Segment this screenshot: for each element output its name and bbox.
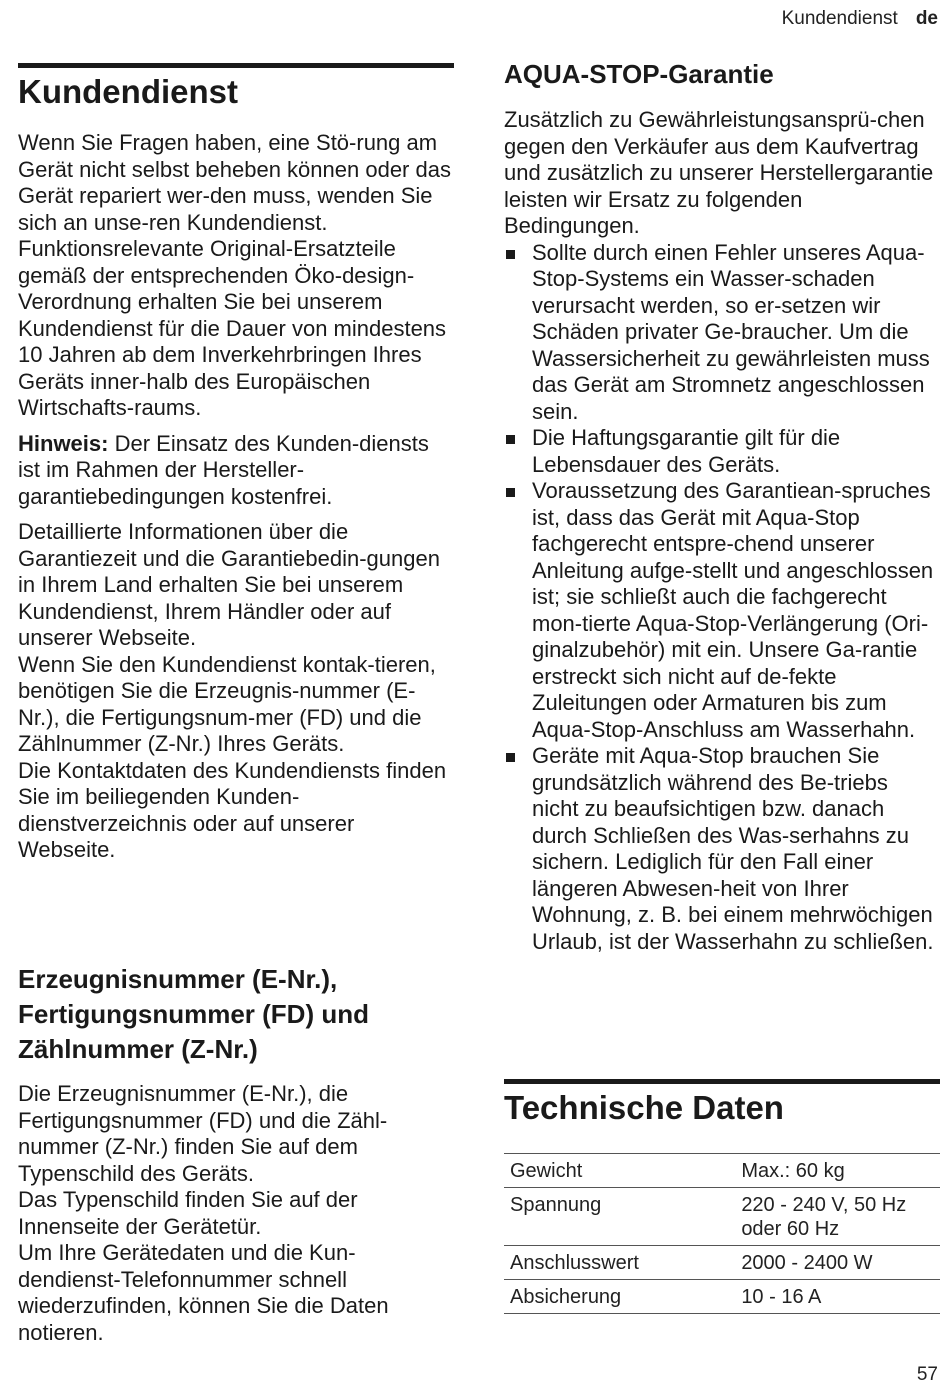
spec-value: 2000 - 2400 W: [741, 1252, 873, 1274]
kundendienst-body: [18, 130, 454, 864]
technische-daten-heading: Technische Daten: [504, 1079, 940, 1128]
page-number: 57: [916, 1364, 938, 1385]
note-label: Hinweis:: [18, 430, 109, 456]
table-row: [504, 1188, 940, 1246]
list-item: Geräte mit Aqua-Stop brauchen Sie grundsätzlich während des Be-triebs nicht zu beaufsichtigen bzw. danach durch Schließen des Was-serhahns zu sichern. Lediglich für den Fall einer längeren Abwesen-heit von Ihrer Wohnung, z. B. bei einem mehrwöchigen Urlaub, ist der Wasserhahn zu schließen.: [504, 743, 940, 955]
erzeugnis-heading: Erzeugnisnummer (E-Nr.), Fertigungsnummer (FD) und Zählnummer (Z-Nr.): [18, 964, 369, 1064]
erzeugnis-para-3: Um Ihre Gerätedaten und die Kun-dendienst-Telefonnummer schnell wiederzufinden, können Sie die Daten notieren.: [18, 1240, 389, 1345]
spec-value: Max.: 60 kg: [741, 1160, 845, 1182]
spec-value: 10 - 16 A: [741, 1286, 822, 1308]
table-row: [504, 1246, 940, 1280]
header-section: Kundendienst: [781, 8, 898, 29]
list-item: Voraussetzung des Garantiean-spruches ist, dass das Gerät mit Aqua-Stop fachgerecht entspre-chend unserer Anleitung aufge-stellt und angeschlossen ist; sie schließt auch die fachgerecht mon-tierte Aqua-Stop-Verlängerung (Ori-ginalzubehör) mit ein. Unsere Ga-rantie erstreckt sich nicht auf de-fekte Zuleitungen oder Armaturen bis zum Aqua-Stop-Anschluss am Wasserhahn.: [504, 478, 940, 743]
kundendienst-para-1: Wenn Sie Fragen haben, eine Stö-rung am Gerät nicht selbst beheben können oder das Gerät repariert wer-den muss, wenden Sie sich an unse-ren Kundendienst.: [18, 130, 451, 235]
technische-daten-table: [504, 1153, 940, 1314]
spec-label: Anschlusswert: [510, 1252, 639, 1274]
note-text: Der Einsatz des Kunden-diensts ist im Rahmen der Hersteller-garantiebedingungen kostenfrei.: [18, 430, 429, 509]
erzeugnis-para-2: Das Typenschild finden Sie auf der Innenseite der Gerätetür.: [18, 1187, 358, 1239]
header-language: de: [915, 8, 938, 29]
erzeugnis-body: [18, 1081, 454, 1346]
table-row: [504, 1280, 940, 1314]
spec-value: 220 - 240 V, 50 Hz oder 60 Hz: [741, 1194, 907, 1240]
spec-label: Spannung: [510, 1194, 602, 1216]
aquastop-intro: Zusätzlich zu Gewährleistungsansprü-chen gegen den Verkäufer aus dem Kaufvertrag und zusätzlich zu unserer Herstellergarantie leisten wir Ersatz zu folgenden Bedingungen.: [504, 107, 934, 238]
kundendienst-para-5: Die Kontaktdaten des Kundendiensts finden Sie im beiliegenden Kunden-dienstverzeichnis oder auf unserer Webseite.: [18, 757, 447, 862]
aquastop-heading: AQUA-STOP-Garantie: [504, 59, 774, 89]
table-row: [504, 1154, 940, 1188]
kundendienst-para-3: Detaillierte Informationen über die Garantiezeit und die Garantiebedin-gungen in Ihrem Land erhalten Sie bei unserem Kundendienst, Ihrem Händler oder auf unserer Webseite.: [18, 519, 440, 650]
erzeugnis-para-1: Die Erzeugnisnummer (E-Nr.), die Fertigungsnummer (FD) und die Zähl-nummer (Z-Nr.) finden Sie auf dem Typenschild des Geräts.: [18, 1081, 388, 1186]
spec-label: Absicherung: [510, 1286, 622, 1308]
kundendienst-para-4: Wenn Sie den Kundendienst kontak-tieren, benötigen Sie die Erzeugnis-nummer (E-Nr.), die Fertigungsnum-mer (FD) und die Zählnummer (Z-Nr.) Ihres Geräts.: [18, 651, 436, 756]
list-item: Die Haftungsgarantie gilt für die Lebensdauer des Geräts.: [504, 425, 940, 478]
aquastop-body: [504, 107, 940, 955]
kundendienst-heading: Kundendienst: [18, 63, 454, 112]
running-header: [782, 8, 938, 30]
kundendienst-para-2: Funktionsrelevante Original-Ersatzteile gemäß der entsprechenden Öko-design-Verordnung erhalten Sie bei unserem Kundendienst für die Dauer von mindestens 10 Jahren ab dem Inverkehrbringen Ihres Geräts inner-halb des Europäischen Wirtschafts-raums.: [18, 236, 447, 420]
kundendienst-note: [18, 431, 454, 511]
aquastop-list: [504, 240, 940, 956]
list-item: Sollte durch einen Fehler unseres Aqua-Stop-Systems ein Wasser-schaden verursacht werden, so er-setzen wir Schäden privater Ge-braucher. Um die Wassersicherheit zu gewährleisten muss das Gerät am Stromnetz angeschlossen sein.: [504, 240, 940, 426]
spec-label: Gewicht: [510, 1160, 583, 1182]
